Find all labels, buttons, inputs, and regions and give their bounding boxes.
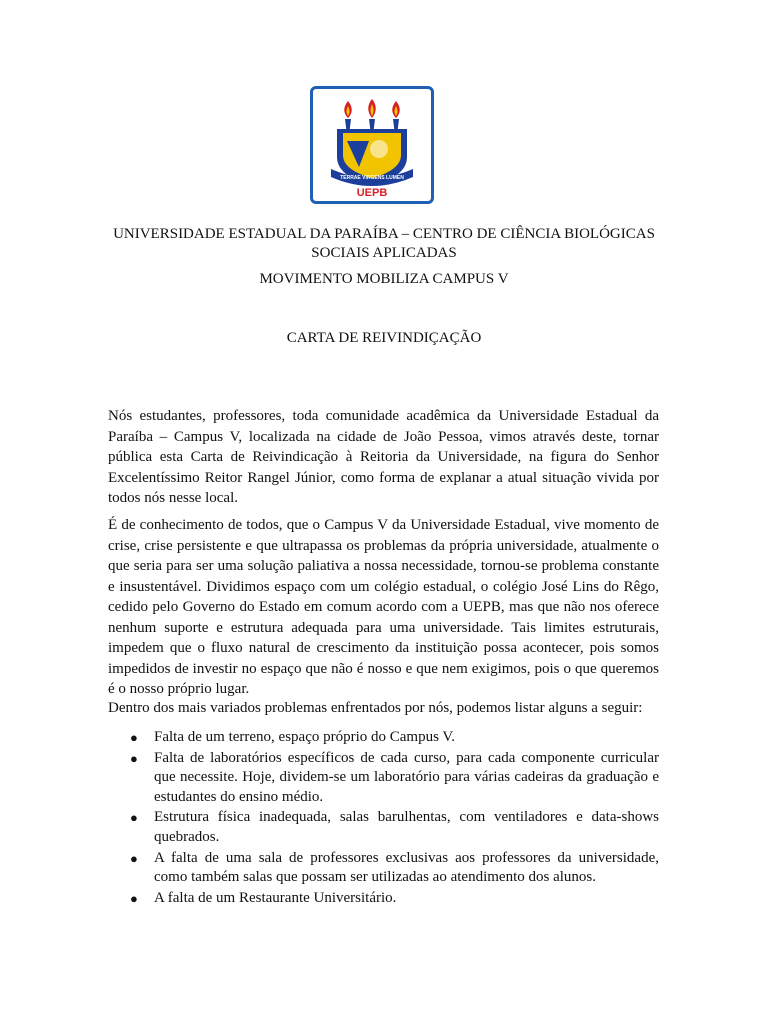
- list-item: [108, 728, 659, 748]
- bullet-icon: ●: [130, 750, 138, 766]
- paragraph-intro: Nós estudantes, professores, toda comunidade acadêmica da Universidade Estadual da Paraíba – Campus V, localizada na cidade de João Pessoa, vimos através deste, tornar pública esta Carta de Reivindicação à Reitoria da Universidade, na figura do Senhor Excelentíssimo Reitor Rangel Júnior, como forma de explanar a atual situação vivida por todos nós nesse local.: [108, 408, 659, 506]
- paragraph-list-intro: Dentro dos mais variados problemas enfrentados por nós, podemos listar alguns a seguir:: [108, 700, 643, 716]
- list-item: [108, 849, 659, 888]
- letter-title: CARTA DE REIVINDIÇAÇÃO: [286, 330, 482, 346]
- list-item-text: A falta de uma sala de professores exclusivas aos professores da universidade, como também salas que possam ser utilizadas ao atendimento dos alunos.: [154, 849, 659, 886]
- list-item: [108, 889, 659, 909]
- bullet-icon: ●: [130, 850, 138, 866]
- bullet-icon: ●: [130, 810, 138, 826]
- list-item: [108, 749, 659, 808]
- bullet-icon: ●: [130, 890, 138, 906]
- problem-list: [108, 728, 659, 909]
- list-item: [108, 808, 659, 847]
- paragraph-context: É de conhecimento de todos, que o Campus V da Universidade Estadual, vive momento de crise, crise persistente e que ultrapassa os problemas da própria universidade, atualmente o que seria para ser uma solução paliativa a nossa necessidade, tornou-se problema constante e insustentável. Dividimos espaço com um colégio estadual, o colégio José Lins do Rêgo, cedido pelo Governo do Estado em comum acordo com a UEPB, mas que não nos oferece nenhum suporte e estrutura adequada para uma universidade. Tais limites estruturais, impedem que o fluxo natural de crescimento da instituição possa acontecer, pois somos impedidos de investir no espaço que não é nosso e que nem exigimos, pois o que queremos é o nosso próprio lugar.: [108, 517, 659, 697]
- list-item-text: Falta de um terreno, espaço próprio do Campus V.: [154, 729, 456, 745]
- bullet-icon: ●: [130, 730, 138, 745]
- list-item-text: Estrutura física inadequada, salas barulhentas, com ventiladores e data-shows quebrados.: [154, 809, 659, 845]
- movement-heading: MOVIMENTO MOBILIZA CAMPUS V: [259, 271, 509, 287]
- uepb-logo: [310, 86, 434, 204]
- university-heading: UNIVERSIDADE ESTADUAL DA PARAÍBA – CENTRO DE CIÊNCIA BIOLÓGICAS SOCIAIS APLICADAS: [113, 226, 655, 261]
- list-item-text: A falta de um Restaurante Universitário.: [154, 889, 397, 906]
- uepb-crest-icon: [313, 89, 431, 201]
- logo-acronym: UEPB: [356, 187, 388, 199]
- logo-motto: TERRAE VIRGENS LUMEN: [340, 175, 404, 181]
- list-item-text: Falta de laboratórios específicos de cada curso, para cada componente curricular que necessite. Hoje, dividem-se um laboratório para várias cadeiras da graduação e estudantes do ensino médio.: [154, 749, 659, 805]
